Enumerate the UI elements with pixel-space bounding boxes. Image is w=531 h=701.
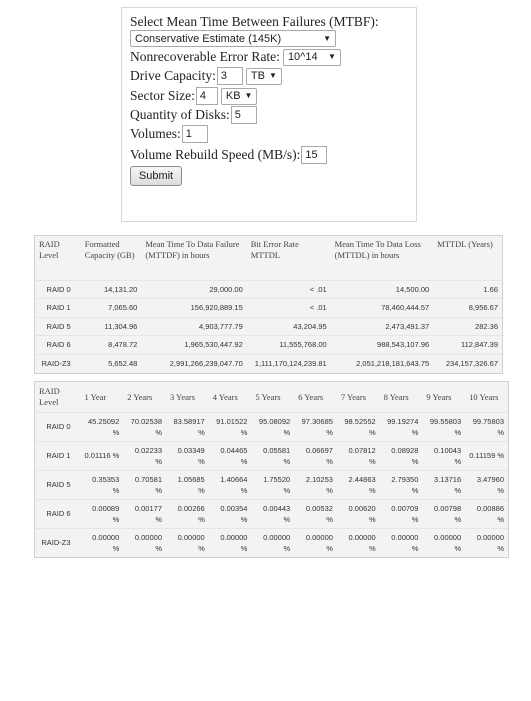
raid-level-cell: RAID-Z3 — [35, 528, 81, 557]
table-cell: 11,304.96 — [81, 317, 142, 336]
header-year: 4 Years — [212, 391, 238, 402]
mttdl-table — [35, 236, 502, 373]
header-year: 10 Years — [469, 391, 499, 402]
table-cell: 1.66 — [433, 280, 502, 299]
raid-level-cell: RAID 6 — [35, 499, 81, 528]
table-cell: < .01 — [247, 299, 331, 318]
probability-cell: 0.00000 % — [380, 528, 423, 557]
table-row — [35, 499, 508, 528]
volumes-row — [130, 125, 208, 143]
sector-unit-value: KB — [225, 90, 241, 102]
table-cell: 78,460,444.57 — [331, 299, 434, 318]
calculator-form — [121, 7, 417, 222]
table-row — [35, 528, 508, 557]
header-mttdf: Mean Time To Data Failure (MTTDF) in hours — [145, 239, 240, 260]
table-cell: 2,991,266,239,047.70 — [141, 354, 246, 373]
probability-cell: 0.00000 % — [294, 528, 337, 557]
header-year: 5 Years — [255, 391, 281, 402]
probability-cell: 0.04465 % — [209, 441, 252, 470]
probability-cell: 0.00000 % — [81, 528, 124, 557]
capacity-row — [130, 67, 282, 85]
header-raid-level: RAID Level — [39, 239, 60, 260]
probability-cell: 0.70581 % — [123, 470, 166, 499]
probability-cell: 0.02233 % — [123, 441, 166, 470]
probability-cell: 97.30685 % — [294, 412, 337, 441]
probability-cell: 95.08092 % — [251, 412, 294, 441]
probability-cell: 2.44863 % — [337, 470, 380, 499]
chevron-down-icon: ▼ — [268, 71, 277, 80]
table-cell: 8,478.72 — [81, 336, 142, 355]
table-cell: 156,920,889.15 — [141, 299, 246, 318]
chevron-down-icon: ▼ — [244, 91, 253, 100]
table-header-row — [35, 382, 508, 412]
capacity-input[interactable]: 3 — [217, 67, 243, 85]
table-cell: 1,965,530,447.92 — [141, 336, 246, 355]
sector-input[interactable]: 4 — [196, 87, 218, 105]
probability-cell: 99.75803 % — [465, 412, 508, 441]
probability-cell: 0.08928 % — [380, 441, 423, 470]
sector-label: Sector Size: — [130, 88, 195, 103]
table-cell: 112,847.39 — [433, 336, 502, 355]
header-mttdl-years: MTTDL (Years) — [437, 239, 493, 249]
mtbf-row — [130, 13, 379, 31]
probability-cell: 3.13716 % — [422, 470, 465, 499]
rebuild-input[interactable]: 15 — [301, 146, 327, 164]
ure-row — [130, 48, 341, 66]
probability-cell: 1.05685 % — [166, 470, 209, 499]
probability-cell: 0.03349 % — [166, 441, 209, 470]
table-cell: 234,157,326.67 — [433, 354, 502, 373]
header-year: 8 Years — [383, 391, 409, 402]
probability-cell: 0.00443 % — [251, 499, 294, 528]
ure-select[interactable] — [283, 49, 341, 66]
probability-cell: 0.00266 % — [166, 499, 209, 528]
mtbf-select-value: Conservative Estimate (145K) — [135, 32, 282, 45]
ure-label: Nonrecoverable Error Rate: — [130, 49, 280, 64]
raid-level-cell: RAID 5 — [35, 317, 81, 336]
header-bit-error-mttdl: Bit Error Rate MTTDL — [250, 239, 299, 260]
probability-table — [35, 382, 508, 557]
raid-level-cell: RAID 5 — [35, 470, 81, 499]
mtbf-select[interactable] — [130, 30, 336, 47]
table-row — [35, 317, 502, 336]
probability-cell: 99.19274 % — [380, 412, 423, 441]
probability-table-panel — [34, 381, 509, 558]
probability-cell: 0.01116 % — [81, 441, 124, 470]
probability-cell: 0.00798 % — [422, 499, 465, 528]
table-row — [35, 412, 508, 441]
table-cell: 5,652.48 — [81, 354, 142, 373]
probability-cell: 0.00886 % — [465, 499, 508, 528]
probability-cell: 0.07812 % — [337, 441, 380, 470]
table-header-row — [35, 236, 502, 280]
disks-label: Quantity of Disks: — [130, 107, 230, 122]
header-year: 1 Year — [84, 391, 107, 402]
probability-cell: 0.00089 % — [81, 499, 124, 528]
probability-cell: 0.00000 % — [166, 528, 209, 557]
header-formatted-capacity: Formatted Capacity (GB) — [84, 239, 135, 260]
chevron-down-icon: ▼ — [323, 33, 331, 43]
table-cell: 4,903,777.79 — [141, 317, 246, 336]
probability-cell: 0.00177 % — [123, 499, 166, 528]
table-cell: 29,000.00 — [141, 280, 246, 299]
table-cell: 2,051,218,181,643.75 — [331, 354, 434, 373]
raid-level-cell: RAID 1 — [35, 299, 81, 318]
probability-cell: 83.58917 % — [166, 412, 209, 441]
header-year: 9 Years — [426, 391, 452, 402]
probability-cell: 0.00532 % — [294, 499, 337, 528]
raid-level-cell: RAID 0 — [35, 280, 81, 299]
probability-cell: 0.00000 % — [337, 528, 380, 557]
probability-cell: 2.79350 % — [380, 470, 423, 499]
raid-level-cell: RAID 0 — [35, 412, 81, 441]
table-cell: < .01 — [247, 280, 331, 299]
probability-cell: 0.00709 % — [380, 499, 423, 528]
probability-cell: 3.47960 % — [465, 470, 508, 499]
raid-level-cell: RAID-Z3 — [35, 354, 81, 373]
sector-row — [130, 87, 257, 105]
header-year: 6 Years — [298, 391, 324, 402]
table-cell: 14,131.20 — [81, 280, 142, 299]
probability-cell: 0.00354 % — [209, 499, 252, 528]
probability-cell: 0.00000 % — [251, 528, 294, 557]
table-cell: 11,555,768.00 — [247, 336, 331, 355]
probability-cell: 0.05581 % — [251, 441, 294, 470]
capacity-label: Drive Capacity: — [130, 68, 216, 83]
table-row — [35, 470, 508, 499]
table-cell: 2,473,491.37 — [331, 317, 434, 336]
probability-cell: 45.25092 % — [81, 412, 124, 441]
probability-cell: 0.06697 % — [294, 441, 337, 470]
table-row — [35, 354, 502, 373]
table-row — [35, 336, 502, 355]
raid-level-cell: RAID 1 — [35, 441, 81, 470]
volumes-label: Volumes: — [130, 126, 181, 141]
capacity-unit-value: TB — [250, 70, 265, 82]
probability-cell: 1.40664 % — [209, 470, 252, 499]
probability-cell: 0.00000 % — [209, 528, 252, 557]
header-year: 3 Years — [170, 391, 196, 402]
probability-cell: 98.52552 % — [337, 412, 380, 441]
chevron-down-icon: ▼ — [328, 52, 336, 61]
table-row — [35, 441, 508, 470]
probability-cell: 0.00620 % — [337, 499, 380, 528]
raid-level-cell: RAID 6 — [35, 336, 81, 355]
disks-row — [130, 106, 257, 124]
capacity-unit-select[interactable] — [246, 68, 282, 85]
table-cell: 14,500.00 — [331, 280, 434, 299]
probability-cell: 1.75520 % — [251, 470, 294, 499]
mtbf-select-row — [130, 30, 336, 47]
mttdl-table-panel — [34, 235, 503, 374]
header-year: 7 Years — [340, 391, 366, 402]
table-cell: 1,111,170,124,239.81 — [247, 354, 331, 373]
table-cell: 8,956.67 — [433, 299, 502, 318]
rebuild-label: Volume Rebuild Speed (MB/s): — [130, 147, 301, 162]
table-row — [35, 280, 502, 299]
probability-cell: 0.35353 % — [81, 470, 124, 499]
probability-cell: 0.10043 % — [422, 441, 465, 470]
submit-button[interactable]: Submit — [130, 166, 182, 186]
ure-select-value: 10^14 — [287, 51, 318, 63]
probability-cell: 91.01522 % — [209, 412, 252, 441]
sector-unit-select[interactable] — [221, 88, 257, 105]
table-cell: 988,543,107.96 — [331, 336, 434, 355]
probability-cell: 0.00000 % — [123, 528, 166, 557]
header-mttdl-hours: Mean Time To Data Loss (MTTDL) in hours — [334, 239, 421, 260]
table-cell: 43,204.95 — [247, 317, 331, 336]
probability-cell: 0.00000 % — [422, 528, 465, 557]
rebuild-row — [130, 146, 327, 164]
table-cell: 7,065.60 — [81, 299, 142, 318]
volumes-input[interactable]: 1 — [182, 125, 208, 143]
header-year: 2 Years — [127, 391, 153, 402]
header-raid-level: RAID Level — [39, 386, 60, 407]
probability-cell: 70.02538 % — [123, 412, 166, 441]
probability-cell: 0.11159 % — [465, 441, 508, 470]
table-row — [35, 299, 502, 318]
disks-input[interactable]: 5 — [231, 106, 257, 124]
mtbf-label: Select Mean Time Between Failures (MTBF): — [130, 14, 379, 29]
probability-cell: 2.10253 % — [294, 470, 337, 499]
table-cell: 282.36 — [433, 317, 502, 336]
probability-cell: 99.55803 % — [422, 412, 465, 441]
probability-cell: 0.00000 % — [465, 528, 508, 557]
